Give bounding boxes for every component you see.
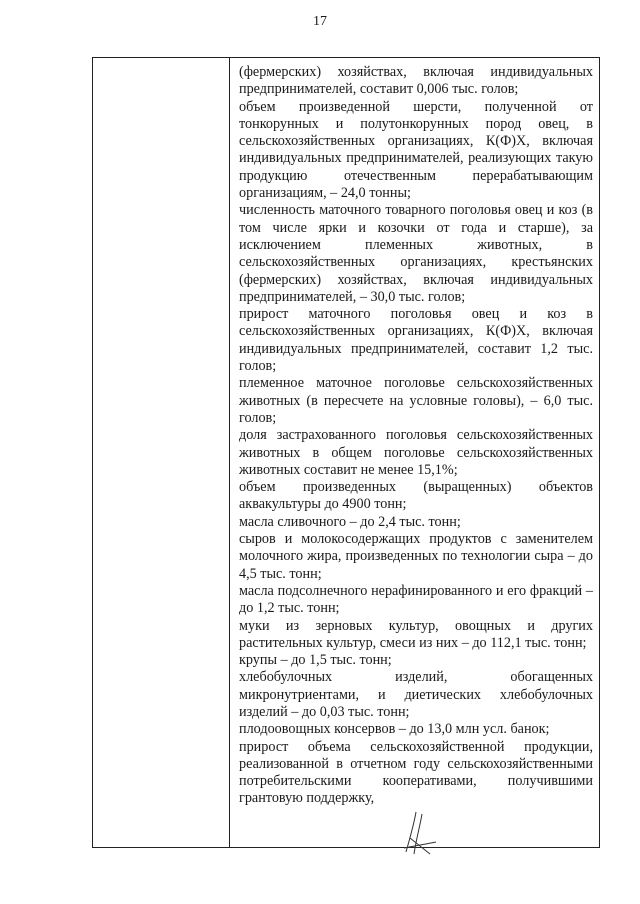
paragraph: численность маточного товарного поголовья овец и коз (в том числе ярки и козочки от года и старше), за исключением племенных животных, в сельскохозяйственных организациях, крестьянских (фермерских) хозяйствах, включая индивидуальных предпринимателей, – 30,0 тыс. голов; [239,202,593,305]
paragraph: объем произведенных (выращенных) объектов аквакультуры до 4900 тонн; [239,479,593,513]
paragraph: доля застрахованного поголовья сельскохозяйственных животных в общем поголовье сельскохозяйственных животных составит не менее 15,1%; [239,427,593,478]
paragraph: объем произведенной шерсти, полученной от тонкорунных и полутонкорунных пород овец, в сельскохозяйственных организациях, К(Ф)Х, включая индивидуальных предпринимателей, реализующих такую продукцию отечественным перерабатывающим организациям, – 24,0 тонны; [239,98,593,202]
paragraph: масла сливочного – до 2,4 тыс. тонн; [239,513,461,530]
paragraph: хлебобулочных изделий, обогащенных микронутриентами, и диетических хлебобулочных изделий – до 0,03 тыс. тонн; [239,669,593,720]
paragraph: крупы – до 1,5 тыс. тонн; [239,652,392,669]
paragraph: муки из зерновых культур, овощных и других растительных культур, смеси из них – до 112,1 тыс. тонн; [239,617,593,651]
paragraph: сыров и молокосодержащих продуктов с заменителем молочного жира, произведенных по технологии сыра – до 4,5 тыс. тонн; [239,531,593,582]
paragraph: прирост объема сельскохозяйственной продукции, реализованной в отчетном году сельскохозяйственными потребительскими кооперативами, получившими грантовую поддержку, [239,738,593,807]
paragraph: (фермерских) хозяйствах, включая индивидуальных предпринимателей, составит 0,006 тыс. голов; [239,64,593,98]
document-table [92,57,600,848]
page-number: 17 [313,14,327,29]
paragraph: прирост маточного поголовья овец и коз в сельскохозяйственных организациях, К(Ф)Х, включая индивидуальных предпринимателей, составит 1,2 тыс. голов; [239,306,593,375]
handwritten-signature [400,808,440,858]
table-left-cell [93,58,230,847]
paragraph: масла подсолнечного нерафинированного и его фракций – до 1,2 тыс. тонн; [239,582,593,617]
paragraph: племенное маточное поголовье сельскохозяйственных животных (в пересчете на условные головы), – 6,0 тыс. голов; [239,375,593,426]
paragraph: плодоовощных консервов – до 13,0 млн усл. банок; [239,721,550,738]
table-right-cell [230,58,599,847]
